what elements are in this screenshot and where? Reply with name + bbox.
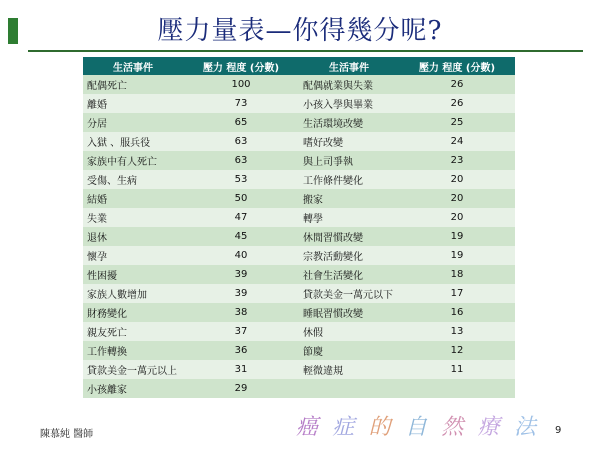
stress-score-right-cell: 26 — [399, 75, 515, 94]
life-event-right-cell: 節慶 — [299, 341, 399, 360]
table-row — [83, 170, 515, 189]
stress-score-left-cell: 63 — [183, 132, 299, 151]
table-row — [83, 284, 515, 303]
title-divider — [28, 50, 583, 52]
life-event-left-cell: 親友死亡 — [83, 322, 183, 341]
life-event-left-cell: 懷孕 — [83, 246, 183, 265]
footer-char: 癌 — [296, 415, 319, 440]
stress-score-left-cell: 65 — [183, 113, 299, 132]
stress-score-left-cell: 29 — [183, 379, 299, 398]
table-row — [83, 113, 515, 132]
table-row — [83, 303, 515, 322]
life-event-right-cell: 嗜好改變 — [299, 132, 399, 151]
stress-score-right-cell: 12 — [399, 341, 515, 360]
table-row — [83, 265, 515, 284]
life-event-left-cell: 結婚 — [83, 189, 183, 208]
table-row — [83, 341, 515, 360]
stress-score-right-cell: 20 — [399, 208, 515, 227]
table-row — [83, 360, 515, 379]
life-event-right-cell: 搬家 — [299, 189, 399, 208]
stress-score-left-cell: 47 — [183, 208, 299, 227]
author-name: 陳慕純 醫師 — [40, 429, 94, 440]
table-row — [83, 189, 515, 208]
stress-score-left-cell: 40 — [183, 246, 299, 265]
stress-score-left-cell: 37 — [183, 322, 299, 341]
stress-score-right-cell: 18 — [399, 265, 515, 284]
table-row — [83, 379, 515, 398]
table-row — [83, 94, 515, 113]
footer-char: 的 — [368, 415, 391, 440]
stress-score-right-cell: 19 — [399, 227, 515, 246]
life-event-right-cell: 工作條件變化 — [299, 170, 399, 189]
stress-score-right-cell: 24 — [399, 132, 515, 151]
footer-char: 法 — [513, 415, 536, 440]
stress-score-left-cell: 100 — [183, 75, 299, 94]
life-event-right-cell: 與上司爭執 — [299, 151, 399, 170]
life-event-left-cell: 小孩離家 — [83, 379, 183, 398]
stress-score-left-cell: 39 — [183, 284, 299, 303]
life-event-right-cell: 社會生活變化 — [299, 265, 399, 284]
life-event-left-cell: 財務變化 — [83, 303, 183, 322]
stress-score-right-cell: 16 — [399, 303, 515, 322]
header-life-event-left: 生活事件 — [83, 57, 183, 75]
life-event-left-cell: 家族人數增加 — [83, 284, 183, 303]
table-row — [83, 322, 515, 341]
life-event-left-cell: 工作轉換 — [83, 341, 183, 360]
header-stress-score-right: 壓力 程度 (分數) — [399, 57, 515, 75]
table-body — [83, 75, 515, 398]
footer-char: 自 — [404, 415, 427, 440]
stress-score-left-cell: 38 — [183, 303, 299, 322]
stress-score-left-cell: 73 — [183, 94, 299, 113]
stress-score-left-cell: 53 — [183, 170, 299, 189]
stress-score-left-cell: 39 — [183, 265, 299, 284]
stress-score-right-cell: 20 — [399, 170, 515, 189]
life-event-left-cell: 分居 — [83, 113, 183, 132]
footer-char: 然 — [441, 415, 464, 440]
life-event-left-cell: 退休 — [83, 227, 183, 246]
stress-score-right-cell: 26 — [399, 94, 515, 113]
stress-score-right-cell: 20 — [399, 189, 515, 208]
stress-score-right-cell: 25 — [399, 113, 515, 132]
life-event-left-cell: 性困擾 — [83, 265, 183, 284]
table-row — [83, 227, 515, 246]
life-event-right-cell: 睡眠習慣改變 — [299, 303, 399, 322]
life-event-left-cell: 失業 — [83, 208, 183, 227]
table-row — [83, 75, 515, 94]
stress-score-left-cell: 63 — [183, 151, 299, 170]
life-event-left-cell: 入獄 、服兵役 — [83, 132, 183, 151]
life-event-left-cell: 離婚 — [83, 94, 183, 113]
life-event-right-cell: 輕微違規 — [299, 360, 399, 379]
stress-score-left-cell: 45 — [183, 227, 299, 246]
footer-book-title — [296, 410, 536, 441]
header-stress-score-left: 壓力 程度 (分數) — [183, 57, 299, 75]
life-event-left-cell: 家族中有人死亡 — [83, 151, 183, 170]
stress-score-right-cell: 17 — [399, 284, 515, 303]
life-event-right-cell: 生活環境改變 — [299, 113, 399, 132]
life-event-right-cell: 休假 — [299, 322, 399, 341]
life-event-left-cell: 貸款美金一萬元以上 — [83, 360, 183, 379]
life-event-right-cell: 小孩入學與畢業 — [299, 94, 399, 113]
stress-score-right-cell: 19 — [399, 246, 515, 265]
life-event-left-cell: 受傷、生病 — [83, 170, 183, 189]
footer-char: 療 — [477, 415, 500, 440]
life-event-left-cell: 配偶死亡 — [83, 75, 183, 94]
table-row — [83, 246, 515, 265]
life-event-right-cell: 宗教活動變化 — [299, 246, 399, 265]
life-event-right-cell: 貸款美金一萬元以下 — [299, 284, 399, 303]
stress-score-right-cell: 13 — [399, 322, 515, 341]
life-event-right-cell: 轉學 — [299, 208, 399, 227]
stress-score-left-cell: 36 — [183, 341, 299, 360]
stress-score-right-cell: 11 — [399, 360, 515, 379]
table-row — [83, 132, 515, 151]
page-number: 9 — [555, 425, 562, 436]
footer-char: 症 — [332, 415, 355, 440]
header-life-event-right: 生活事件 — [299, 57, 399, 75]
life-event-right-cell: 休閒習慣改變 — [299, 227, 399, 246]
stress-score-left-cell: 31 — [183, 360, 299, 379]
table-row — [83, 151, 515, 170]
stress-score-right-cell — [399, 379, 515, 398]
page-title: 壓力量表—你得幾分呢? — [157, 16, 443, 46]
stress-scale-table — [83, 57, 515, 398]
stress-score-right-cell: 23 — [399, 151, 515, 170]
life-event-right-cell — [299, 379, 399, 398]
table-row — [83, 208, 515, 227]
life-event-right-cell: 配偶就業與失業 — [299, 75, 399, 94]
table-header-row — [83, 57, 515, 75]
stress-score-left-cell: 50 — [183, 189, 299, 208]
